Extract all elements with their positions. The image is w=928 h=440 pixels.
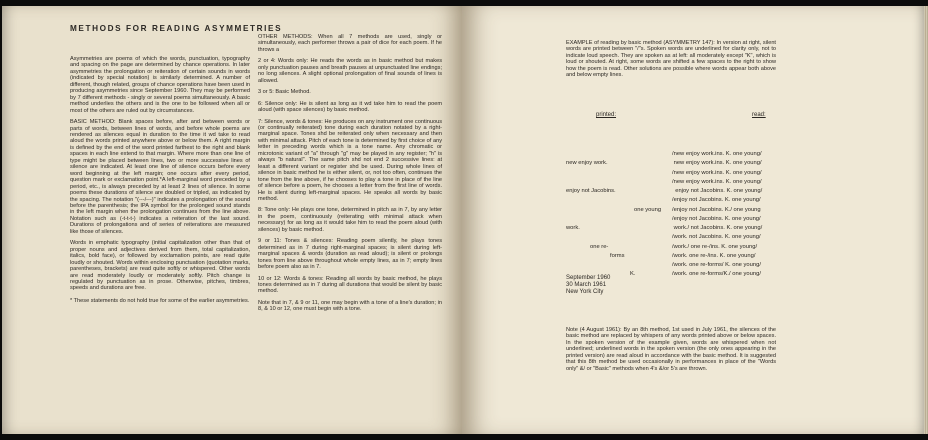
read-text: /enjoy not Jacobins. K./ one young — [672, 206, 761, 213]
footnote: * These statements do not hold true for some of the earlier asymmetries. — [70, 297, 250, 304]
read-text: /new enjoy work.ins. K. one young/ — [672, 169, 762, 176]
poem-line — [566, 169, 926, 178]
poem-line — [566, 224, 926, 233]
left-column-2 — [258, 34, 442, 318]
asymmetries-paragraph: Asymmetries are poems of which the words, punctuation, typography and spacing on the page are determined by chance operations. In later asymmetries the prolongation or reiteration of certain sounds in words (indicated by special notation) is similarly determined. A number of different, though related, groups of chance operations have been used in producing asymmetries since September 1960. They may be performed by 7 different methods - singly or several poems simultaneously. A basic method underlies the others and is the one to be followed when all or most of the others are ruled out by circumstances. — [70, 56, 250, 114]
read-text: /new enjoy work.ins. K. one young/ — [672, 151, 762, 157]
example-intro-text: EXAMPLE of reading by basic method (ASYMMETRY 147): In version at right, silent words are printed between "/"s. Spoken words are underlined for clarity only, not to indicate loud speech. They are spoken as at left: all moderately except "K", which is loud or shouted. At right, some words are shifted a few spaces to the right to show how the poem is read. Other solutions are possible where words appear both above and below empty lines. — [566, 40, 776, 79]
method-note: Note that in 7, & 9 or 11, one may begin with a tone of a line's duration; in 8, & 10 or 12, one must begin with a tone. — [258, 299, 442, 313]
printed-text: one young — [634, 206, 662, 213]
printed-text: K. — [630, 271, 636, 278]
note-text: Note (4 August 1961): By an 8th method, 1st used in July 1961, the silences of the basic method are replaced by whispers of any words printed above or below spaces. In the spoken version of the example given, words are whispered when not underlined; underlined words in the spoken version (the only ones appearing in the printed version) are read aloud in accordance with the basic method. It is suggested that this 8th method be used occasionally in performances in place of the "Words only" &/ or "Basic" methods when 4's &/or 5's are thrown. — [566, 327, 776, 372]
poem-line — [566, 215, 926, 224]
poem-line — [566, 252, 926, 261]
method-2-or-4: 2 or 4: Words only: He reads the words as in basic method but makes only punctuation pauses and breath pauses at unpunctuated line endings; no long silences. A slight optional prolongation of final sounds of lines is allowed. — [258, 58, 442, 84]
poem-line — [566, 196, 926, 205]
printed-label: printed: — [596, 112, 617, 118]
place-line: New York City — [566, 289, 604, 296]
printed-text: one re- — [590, 243, 609, 250]
example-intro — [566, 40, 776, 84]
printed-text: enjoy not Jacobins. — [566, 188, 616, 194]
poem-line — [566, 187, 926, 196]
method-6: 6: Silence only: He is silent as long as it wd take him to read the poem aloud (with space silences) by basic method. — [258, 100, 442, 114]
poem-line — [566, 178, 926, 187]
date-line: 30 March 1961 — [566, 282, 607, 289]
method-7: 7: Silence, words & tones: He produces on any instrument one continuous (or continually reiterated) tone during each duration notated by a right-marginal space. Tones shd be reiterated only when necessary and then with minimal attack. Pitch of each tone is determined by first choice of any letter in preceding words which is a tone name. Any chromatic or microtonic variant of "a" through "g" may be played in any register; "h" is always "b natural". The same pitch shd not end 2 successive lines: at least a different variant or register shd be used. During whole lines of silence in basic method he is either silent, or, not too often, continues the tone from the line above, if he chooses to play a tone in place of the line of silence before a poem, he chooses a letter from the first line of words. He is silent during left-marginal spaces. He speaks all words by basic method. — [258, 118, 442, 202]
basic-method-paragraph: BASIC METHOD: Blank spaces before, after and between words or parts of words, between lines of words, and before whole poems are rendered as silences equal in duration to the time it wd take to read aloud the words printed anywhere above or below them. A right margin is defined by the end of the word printed farthest to the right and blank spaces in each line extend to that margin. Where more than one line of type might be placed between lines, two or more successive lines of silence are indicated. At least one line of silence occurs before every word beginning at the left margin; one occurs after every period, question mark or exclamation point.*A left-marginal word preceded by a period, etc., is always preceded by at least 2 lines of silence. In some poems these durations of silence are doubled or tripled, as indicated by the spacing. The notation "(---/---)" indicates a prolongation of the sound before the parenthesis; the IPA symbol for the prolonged sound stands in the left margin when the prolongation continues from the line above. Notation such as (-t-t-t-) indicates a reiteration of the last sound. Durations of prolongations and of series of reiterations are measured like those of silences. — [70, 119, 250, 235]
read-text: work./ not Jacobins. K. one young/ — [672, 225, 763, 231]
printed-text: work. — [566, 225, 580, 231]
poem-line — [566, 270, 926, 279]
read-text: /enjoy not Jacobins. K. one young/ — [672, 215, 761, 222]
methods-heading: METHODS FOR READING ASYMMETRIES — [70, 24, 283, 33]
poem-line — [566, 159, 926, 168]
read-text: /new enjoy work.ins. K. one young/ — [672, 178, 762, 185]
date-block — [566, 275, 610, 297]
read-text: new enjoy work.ins. K. one young/ — [672, 160, 762, 167]
read-text: enjoy not Jacobins. K. one young/ — [672, 188, 763, 194]
method-10-or-12: 10 or 12: Words & tones: Reading all words by basic method, he plays tones determined as in 7 during all durations that would be silent by basic method. — [258, 275, 442, 295]
method-9-or-11: 9 or 11: Tones & silences: Reading poem silently, he plays tones determined as in 7 during right-marginal spaces; is silent during left-marginal spaces & words (duration as read aloud); is silent or prolongs tones from line above throughout whole empty lines, as in 7; empty lines before poem also as in 7. — [258, 238, 442, 271]
read-text: /enjoy not Jacobins. K. one young/ — [672, 197, 761, 204]
emphasis-paragraph: Words in emphatic typography (initial capitalization other than that of proper nouns and adjectives derived from them, total capitalization, italics, bold face), or followed by exclamation points, are read quite loudly or shouted. Words within enclosing punctuation (quotation marks, parentheses, brackets) are read quite softly or whispered. Other words are read moderately loudly or moderately softly. Pitch change is regulated by punctuation as in prose. Otherwise, pitches, timbres, speeds and durations are free. — [70, 240, 250, 292]
read-text: /work./ one re-/ins. K. one young/ — [672, 243, 758, 250]
printed-text: forms — [610, 252, 625, 259]
poem-line — [566, 206, 926, 215]
note-block — [566, 327, 776, 377]
read-text: /work. one re-forms/K./ one young/ — [672, 271, 761, 278]
poem-line — [566, 261, 926, 270]
other-methods-paragraph: OTHER METHODS: When all 7 methods are used, singly or simultaneously, each performer throws a pair of dice for each poem. If he throws a — [258, 34, 442, 53]
read-label: read: — [752, 112, 766, 118]
poem-line — [566, 150, 926, 159]
read-text: /work. one re-forms/ K. one young/ — [672, 262, 761, 268]
date-line: September 1960 — [566, 275, 611, 281]
read-text: /work. not Jacobins. K. one young/ — [672, 234, 761, 241]
poem-example — [566, 150, 926, 280]
printed-text: new enjoy work. — [566, 160, 608, 167]
method-3-or-5: 3 or 5: Basic Method. — [258, 89, 311, 96]
read-text: /work. one re-/ins. K. one young/ — [672, 252, 756, 259]
poem-line — [566, 233, 926, 242]
poem-line — [566, 243, 926, 252]
left-column-1 — [70, 56, 250, 309]
method-8: 8: Tone only: He plays one tone, determined in pitch as in 7, by any letter in the poem, continuously (reiterating with minimal attack when necessary) for as long as it would take him to read the poem aloud (with silences) by basic method. — [258, 207, 442, 233]
